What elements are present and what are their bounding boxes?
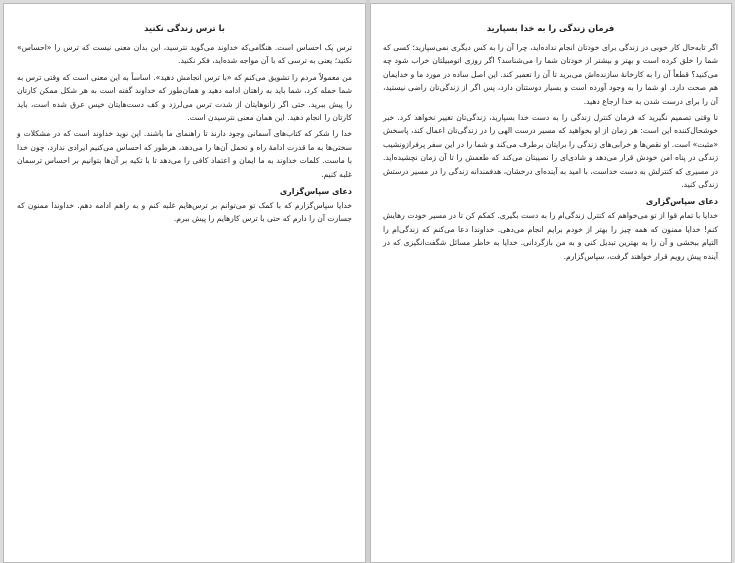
left-paragraph-3: خدا را شکر که کتاب‌های آسمانی وجود دارند تا راهنمای ما باشند. این نوید خداوند است که در مشکلات و سختی‌ها به ما قدرت ادامهٔ راه و تحمل آن‌ها را می‌دهد، هرطور که احساس می‌کنیم ایرادی ندارد، چون خدا با ماست. کلمات خداوند به ما ایمان و اعتماد کافی را می‌دهد تا با تکیه بر آن‌ها بتوانیم بر احساس ترسمان غلبه کنیم. bbox=[17, 129, 352, 179]
right-page bbox=[370, 3, 732, 563]
left-prayer-text: خدایا سپاس‌گزارم که با کمک تو می‌توانم بر ترس‌هایم غلبه کنم و به راهم ادامه دهم. خداوندا ممنون که جسارت آن را دارم که حتی با ترس کارهایم را پیش ببرم. bbox=[17, 201, 352, 224]
left-prayer-heading: دعای سپاس‌گزاری bbox=[279, 187, 352, 197]
right-prayer-heading: دعای سپاس‌گزاری bbox=[645, 197, 718, 207]
left-paragraph-2: من معمولاً مردم را تشویق می‌کنم که «با ترس انجامش دهید». اساساً به این معنی است که وقتی ترس به شما حمله کرد، شما باید به راهتان ادامه دهید و همان‌طور که خداوند گفته است به هر شکل ممکن کارتان را پیش ببرید. حتی اگر زانوهایتان از شدت ترس می‌لرزد و کف دست‌هایتان خیس عرق شده است، باید کارتان را انجام دهید. این همان معنی نترسیدن است. bbox=[17, 72, 352, 123]
left-page bbox=[3, 3, 366, 563]
left-paragraph-1: ترس یک احساس است. هنگامی‌که خداوند می‌گوید نترسید، این بدان معنی نیست که ترس را «احساس» نکنید؛ یعنی به ترسی که با آن مواجه شده‌اید، فکر نکنید. bbox=[17, 43, 352, 66]
right-paragraph-1: اگر تابه‌حال کار خوبی در زندگی برای خودتان انجام نداده‌اید، چرا آن را به کس دیگری نمی‌سپارید؛ کسی که شما را خلق کرده است و بهتر و بیشتر از خودتان شما را می‌شناسد؟ اگر روزی اتومبیلتان خراب شود چه می‌کنید؟ قطعاً آن را به کارخانهٔ سازنده‌اش می‌برید تا آن را تعمیر کند. این اصل ساده در مورد ما و خدایمان هم صحت دارد. او شما را به وجود آورده است و بسیار دوستتان دارد، پس اگر از زندگی‌تان راضی نیستید، آن را برای درست شدن به خدا ارجاع دهید. bbox=[383, 43, 718, 106]
right-paragraph-2: تا وقتی تصمیم نگیرید که فرمان کنترل زندگی را به دست خدا بسپارید، زندگی‌تان تغییر نخواهد کرد. خبر خوشحال‌کننده این است: هر زمان از او بخواهید که مسیر درست الهی را در زندگی‌تان اعمال کند، پاسخش «مثبت» است. او نقص‌ها و خرابی‌های زندگی را برایتان برطرف می‌کند و شما را در این سفر پرفرازونشیب زندگی در پناه امن خودش قرار می‌دهد و شادی‌ای را نصیبتان می‌کند که طعمش را تا آن زمان نچشیده‌اید. در مسیری که کنترلش به دست خداست، با امید به آینده‌ای درخشان، هدفمندانه زندگی را در مسیر درستش زندگی کنید. bbox=[383, 113, 718, 190]
left-page-content bbox=[17, 22, 352, 229]
right-page-content bbox=[383, 22, 718, 266]
left-page-title: با ترس زندگی نکنید bbox=[144, 23, 225, 33]
right-prayer-text: خدایا با تمام قوا از تو می‌خواهم که کنترل زندگی‌ام را به دست بگیری. کمکم کن تا در مسیر خودت رهایش کنم! خدایا ممنون که همه چیز را بهتر از خودم برایم انجام می‌دهی. خداوندا دعا می‌کنم که زندگی‌ام را التیام ببخشی و آن را به بهترین تبدیل کنی و به من بازگردانی. خدایا به خاطر مسائل شگفت‌انگیزی که در آینده پیش رویم قرار خواهند گرفت، سپاس‌گزارم. bbox=[383, 211, 718, 261]
right-page-title: فرمان زندگی را به خدا بسپارید bbox=[486, 23, 615, 33]
